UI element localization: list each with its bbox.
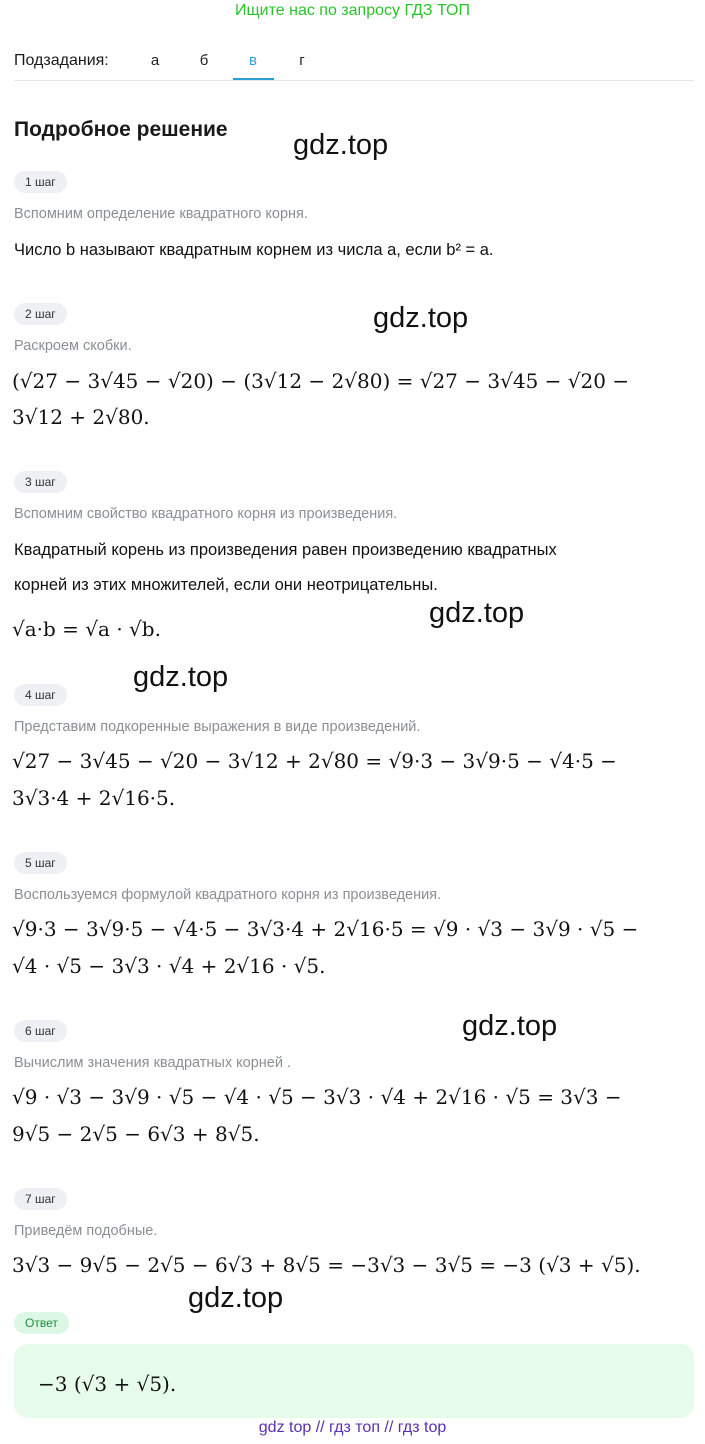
step-badge: 5 шаг <box>14 852 67 874</box>
subtasks-label: Подзадания: <box>14 52 109 69</box>
step-math: √9·3 − 3√9·5 − √4·5 − 3√3·4 + 2√16·5 = √9 · √3 − 3√9 · √5 − <box>12 917 639 941</box>
step-hint: Приведём подобные. <box>14 1223 158 1239</box>
answer-badge: Ответ <box>14 1312 69 1334</box>
tab-subtask-g[interactable]: г <box>299 52 305 69</box>
step-math: √9 · √3 − 3√9 · √5 − √4 · √5 − 3√3 · √4 + 2√16 · √5 = 3√3 − <box>12 1085 622 1109</box>
active-tab-indicator <box>233 78 274 80</box>
watermark: gdz.top <box>293 129 389 161</box>
watermark: gdz.top <box>462 1010 558 1042</box>
step-hint: Раскроем скобки. <box>14 338 132 354</box>
step-hint: Представим подкоренные выражения в виде произведений. <box>14 719 421 735</box>
step-math: (√27 − 3√45 − √20) − (3√12 − 2√80) = √27 − 3√45 − √20 − <box>12 369 630 393</box>
tab-subtask-a[interactable]: а <box>150 52 160 69</box>
watermark: gdz.top <box>188 1282 284 1314</box>
step-math: 3√3·4 + 2√16·5. <box>12 786 176 810</box>
watermark: gdz.top <box>133 661 229 693</box>
footer-links[interactable]: gdz top // гдз топ // гдз top <box>258 1419 447 1436</box>
step-hint: Вспомним определение квадратного корня. <box>14 206 308 222</box>
step-badge: 2 шаг <box>14 303 67 325</box>
step-badge: 1 шаг <box>14 171 67 193</box>
step-badge: 3 шаг <box>14 471 67 493</box>
search-banner: Ищите нас по запросу ГДЗ ТОП <box>235 2 470 19</box>
section-title: Подробное решение <box>14 118 228 141</box>
step-badge: 7 шаг <box>14 1188 67 1210</box>
watermark: gdz.top <box>373 302 469 334</box>
answer-math: −3 (√3 + √5). <box>38 1372 177 1396</box>
step-math: 3√12 + 2√80. <box>12 405 150 429</box>
subtasks-bar <box>14 48 694 81</box>
step-math: √a·b = √a · √b. <box>12 617 161 641</box>
step-math: 9√5 − 2√5 − 6√3 + 8√5. <box>12 1122 260 1146</box>
step-hint: Вспомним свойство квадратного корня из произведения. <box>14 506 398 522</box>
step-hint: Воспользуемся формулой квадратного корня из произведения. <box>14 887 442 903</box>
watermark: gdz.top <box>429 597 525 629</box>
step-math: 3√3 − 9√5 − 2√5 − 6√3 + 8√5 = −3√3 − 3√5 = −3 (√3 + √5). <box>12 1253 641 1277</box>
step-text: Число b называют квадратным корнем из числа a, если b² = a. <box>14 241 494 259</box>
step-badge: 4 шаг <box>14 684 67 706</box>
step-text: Квадратный корень из произведения равен произведению квадратных <box>14 541 557 559</box>
step-math: √4 · √5 − 3√3 · √4 + 2√16 · √5. <box>12 954 326 978</box>
step-badge: 6 шаг <box>14 1020 67 1042</box>
tab-subtask-b[interactable]: б <box>199 52 209 69</box>
step-hint: Вычислим значения квадратных корней . <box>14 1055 291 1071</box>
tab-subtask-v[interactable]: в <box>249 52 257 69</box>
step-text: корней из этих множителей, если они неотрицательны. <box>14 576 438 594</box>
step-math: √27 − 3√45 − √20 − 3√12 + 2√80 = √9·3 − 3√9·5 − √4·5 − <box>12 749 617 773</box>
